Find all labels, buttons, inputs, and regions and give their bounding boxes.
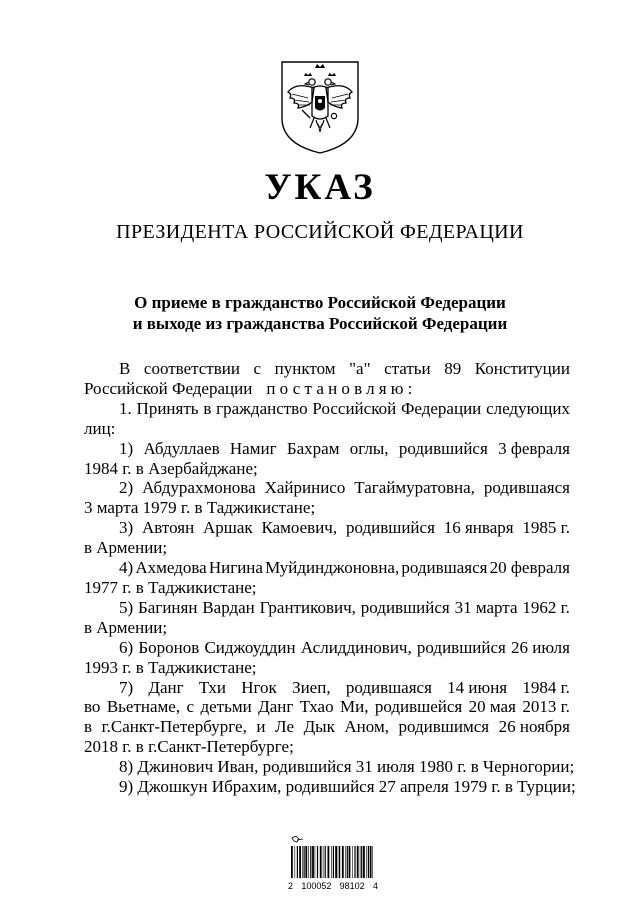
body-word: 89	[444, 359, 462, 378]
body-line	[84, 578, 570, 598]
body-word: следующих	[486, 398, 570, 418]
body-word: Данг	[258, 697, 294, 717]
barcode-digit-group: 2	[288, 881, 294, 891]
body-word: 26 июля	[511, 637, 570, 657]
barcode-bar	[297, 846, 298, 878]
body-word: 20 мая	[468, 697, 516, 717]
body-word: Сиджоуддин	[204, 637, 296, 657]
body-word: В	[119, 359, 131, 378]
barcode-bar	[315, 846, 316, 878]
body-word: 1.	[119, 398, 132, 418]
body-word: детьми	[200, 697, 252, 717]
body-word: 1984 г.	[522, 677, 570, 697]
barcode-bar	[308, 846, 309, 878]
body-line	[84, 678, 570, 698]
document-body	[84, 359, 576, 797]
coat-of-arms-icon	[278, 58, 362, 156]
barcode-bar	[357, 846, 359, 878]
body-word: соответствии	[143, 359, 240, 378]
barcode-bar	[347, 846, 348, 878]
body-word: 1984 г. в Азербайджане;	[84, 458, 258, 478]
body-word: Тагаймуратовна,	[354, 478, 475, 498]
barcode-digit-group: 98102	[339, 881, 365, 891]
body-word: 1993 г. в Таджикистане;	[84, 657, 257, 677]
body-word: гражданство	[216, 398, 308, 418]
body-word: Тхи	[198, 677, 226, 697]
barcode-digit-group: 4	[372, 881, 378, 891]
decree-keyword: постановляю:	[266, 378, 417, 398]
body-word: Аслиддинович,	[300, 637, 412, 657]
body-word: Боронов	[138, 637, 200, 657]
body-word: родившаяся	[401, 558, 488, 578]
body-word: 6)	[119, 637, 134, 657]
body-line	[84, 459, 570, 479]
body-word: лиц:	[84, 418, 116, 438]
barcode-bar	[349, 846, 351, 878]
barcode-number	[288, 881, 378, 891]
body-word: родившимся	[398, 717, 490, 737]
body-word: Ми,	[339, 697, 369, 717]
barcode-bar	[370, 846, 372, 878]
barcode-bar	[363, 846, 365, 878]
body-word: родившаяся	[345, 677, 432, 697]
body-word: 7)	[119, 677, 134, 697]
body-word: 14 июня	[447, 677, 508, 697]
barcode-bar	[305, 846, 307, 878]
body-word: г.Санкт-Петербурге,	[101, 717, 247, 737]
barcode-bar	[372, 846, 373, 878]
body-line	[84, 379, 570, 399]
barcode-bar	[354, 846, 355, 878]
barcode-bar	[317, 846, 318, 878]
heading-line: и выходе из гражданства Российской Федерации	[132, 314, 508, 333]
body-word: Абдурахмонова	[142, 478, 256, 498]
body-word: Камоевич,	[261, 518, 338, 538]
barcode-bar	[345, 846, 346, 878]
barcode-bar	[339, 846, 340, 878]
body-line	[84, 498, 570, 518]
body-word: 16 января	[443, 518, 514, 538]
barcode-bar	[361, 846, 362, 878]
document-subtitle: ПРЕЗИДЕНТА РОССИЙСКОЙ ФЕДЕРАЦИИ	[116, 221, 524, 243]
body-word: Грантикович,	[259, 597, 356, 617]
body-word: в	[84, 717, 93, 737]
body-word: Вьетнаме,	[106, 697, 181, 717]
body-word: 4)	[119, 558, 134, 578]
body-word: и	[256, 717, 266, 737]
body-line	[84, 757, 575, 777]
barcode-bar	[335, 846, 337, 878]
barcode-bar	[338, 846, 339, 878]
body-word: родившийся	[416, 637, 506, 657]
document-title: УКАЗ	[264, 167, 376, 208]
barcode-bar	[366, 846, 367, 878]
barcode-bar	[323, 846, 324, 878]
body-word: 26 ноября	[498, 717, 570, 737]
body-word: 3 февраля	[498, 438, 570, 458]
barcode-bar	[325, 846, 326, 878]
body-word: Бахрам	[286, 438, 340, 458]
barcode-bar	[360, 846, 361, 878]
body-word: Российской Федерации	[84, 378, 253, 398]
body-word: родившийся	[360, 597, 450, 617]
body-word: 1985 г.	[522, 518, 570, 538]
body-word: с	[186, 697, 195, 717]
body-word: Тхао	[299, 697, 334, 717]
body-word: Конституции	[474, 359, 570, 378]
body-word: Намиг	[229, 438, 277, 458]
body-word: 1977 г. в Таджикистане;	[84, 577, 257, 597]
body-line	[84, 558, 570, 578]
body-word: оглы,	[349, 438, 389, 458]
body-word: Аршак	[203, 518, 253, 538]
body-line	[84, 399, 570, 419]
body-word: Российской	[312, 398, 397, 418]
body-line	[84, 518, 570, 538]
body-word: 9) Джошкун Ибрахим, родившийся 27 апреля 1979 г. в Турции;	[119, 777, 576, 797]
body-line	[84, 478, 570, 498]
body-line	[84, 598, 570, 618]
body-word: 3 марта 1979 г. в Таджикистане;	[84, 498, 316, 518]
body-word: пунктом	[274, 359, 336, 378]
body-word: 1)	[119, 438, 134, 458]
body-word: статьи	[384, 359, 431, 378]
barcode-bar	[310, 846, 311, 878]
body-line	[84, 697, 570, 717]
barcode-digit-group: 100052	[301, 881, 332, 891]
barcode-bar	[291, 846, 293, 878]
body-line	[84, 717, 570, 737]
body-line	[84, 777, 576, 797]
body-word: Ле	[275, 717, 295, 737]
body-word: 3)	[119, 518, 134, 538]
barcode-bar	[342, 846, 344, 878]
barcode-bar	[333, 846, 334, 878]
body-word: родившийся	[345, 518, 435, 538]
body-word: Муйдинджоновна,	[265, 558, 400, 578]
body-word: родившийся	[398, 438, 488, 458]
body-word: 2013 г.	[522, 697, 570, 717]
body-line	[84, 439, 570, 459]
body-line	[84, 658, 570, 678]
body-word: Принять	[136, 398, 199, 418]
body-word: Абдуллаев	[143, 438, 220, 458]
body-word: Нгок	[241, 677, 277, 697]
body-word: в	[203, 398, 212, 418]
body-word: Данг	[148, 677, 184, 697]
body-line	[84, 638, 570, 658]
body-word: 20 февраля	[489, 558, 570, 578]
body-word: Багинян	[138, 597, 198, 617]
body-line	[84, 737, 570, 757]
body-word: 31 марта	[454, 597, 518, 617]
body-line	[84, 419, 570, 439]
body-word: "а"	[349, 359, 371, 378]
body-word: Зиеп,	[292, 677, 331, 697]
barcode-bar	[295, 846, 296, 878]
body-word: 2018 г. в г.Санкт-Петербурге;	[84, 737, 294, 757]
body-word: 1962 г.	[522, 597, 570, 617]
barcode-bar	[312, 846, 314, 878]
barcode-bar	[304, 846, 305, 878]
body-word: Дык	[303, 717, 335, 737]
heading-line: О приеме в гражданство Российской Федерации	[134, 293, 506, 312]
document-heading	[0, 292, 640, 334]
body-word: Автоян	[142, 518, 195, 538]
body-word: Аном,	[344, 717, 389, 737]
body-word: во	[84, 697, 101, 717]
body-word: Нигина	[208, 558, 263, 578]
barcode-bar	[368, 846, 369, 878]
body-word: 8) Джинович Иван, родившийся 31 июля 1980 г. в Черногории;	[119, 757, 575, 777]
body-word: Федерации	[400, 398, 482, 418]
body-word: родившейся	[374, 697, 463, 717]
body-word: 5)	[119, 597, 134, 617]
barcode-bar	[302, 846, 303, 878]
body-word: в Армении;	[84, 538, 168, 558]
barcode-bar	[328, 846, 330, 878]
body-word: родившаяся	[483, 478, 570, 498]
body-line	[84, 359, 570, 379]
body-word: с	[253, 359, 262, 378]
body-word: 2)	[119, 478, 134, 498]
body-word: в Армении;	[84, 617, 168, 637]
body-word: Хайринисо	[264, 478, 346, 498]
barcode-bar	[320, 846, 322, 878]
barcode-icon	[288, 836, 378, 880]
body-line	[84, 538, 570, 558]
barcode	[288, 836, 378, 894]
barcode-bar	[331, 846, 332, 878]
body-word: Ахмедова	[135, 558, 207, 578]
barcode-bar	[299, 846, 301, 878]
barcode-bar	[352, 846, 353, 878]
body-line	[84, 618, 570, 638]
body-word: Вардан	[202, 597, 255, 617]
